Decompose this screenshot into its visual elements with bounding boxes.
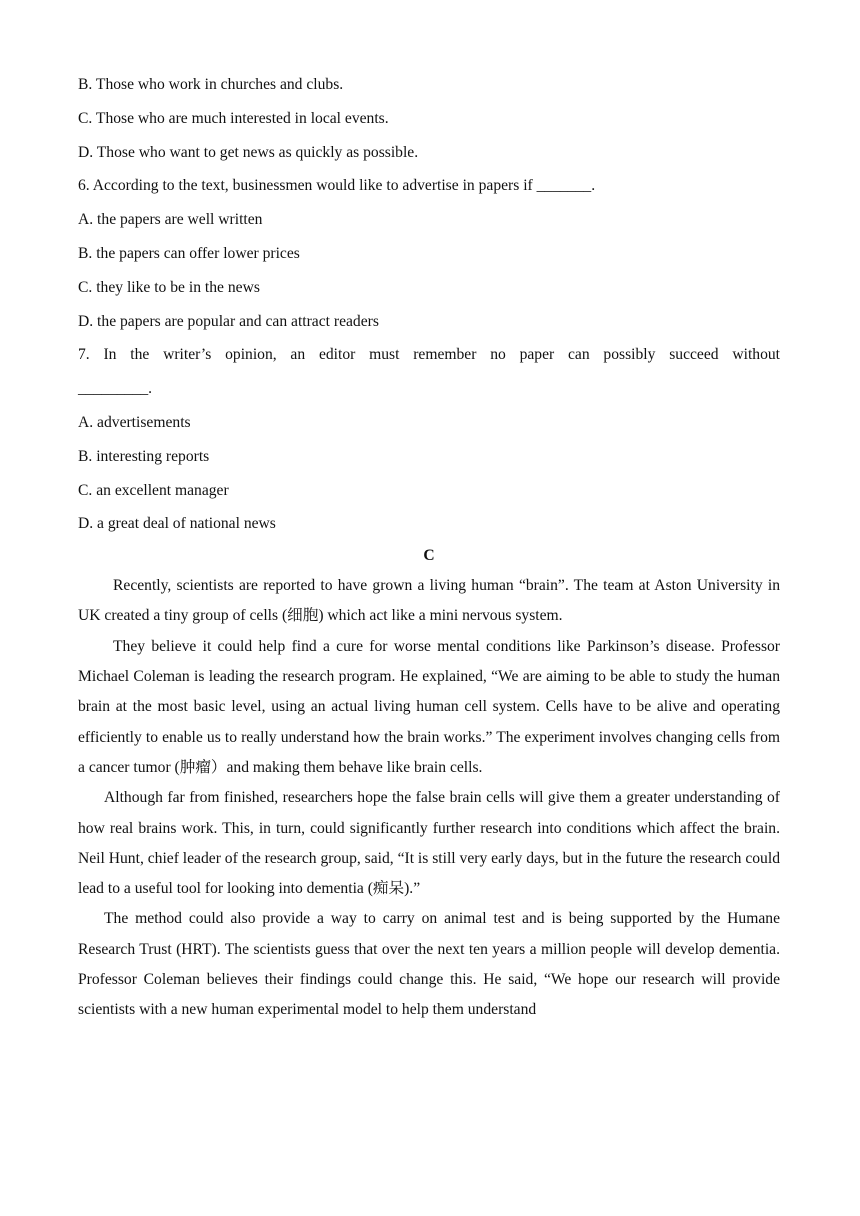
q7-option-c: C. an excellent manager	[78, 481, 229, 499]
q7-option-b: B. interesting reports	[78, 447, 210, 465]
document-page	[78, 70, 780, 1026]
q5-option-c: C. Those who are much interested in local events.	[78, 109, 389, 127]
q6-option-a: A. the papers are well written	[78, 211, 263, 229]
passage-paragraph-2: They believe it could help find a cure for worse mental conditions like Parkinson’s disease. Professor Michael Coleman is leading the research program. He explained, “We are aiming to be able to study the human brain at the most basic level, using an actual living human cell system. Cells have to be alive and operating efficiently to enable us to really understand how the brain works.” The experiment involves changing cells from a cancer tumor (肿瘤）and making them behave like brain cells.	[78, 637, 780, 776]
q5-option-b: B. Those who work in churches and clubs.	[78, 76, 344, 93]
passage-paragraph-4: The method could also provide a way to carry on animal test and is being supported by the Humane Research Trust (HRT). The scientists guess that over the next ten years a million people will develop dementia. Professor Coleman believes their findings could change this. He said, “We hope our research will provide scientists with a new human experimental model to help them understand	[78, 910, 780, 1019]
q5-option-d: D. Those who want to get news as quickly as possible.	[78, 143, 419, 161]
q7-option-d: D. a great deal of national news	[78, 515, 276, 533]
passage-paragraph-3: Although far from finished, researchers hope the false brain cells will give them a greater understanding of how real brains work. This, in turn, could significantly further research into conditions which affect the brain. Neil Hunt, chief leader of the research group, said, “It is still very early days, but in the future the research could lead to a useful tool for looking into dementia (痴呆).”	[78, 789, 780, 898]
q6-option-c: C. they like to be in the news	[78, 278, 260, 296]
q7-stem-line2: _________.	[78, 380, 153, 398]
q6-option-d: D. the papers are popular and can attract readers	[78, 312, 379, 330]
q7-stem-line1: 7. In the writer’s opinion, an editor must remember no paper can possibly succeed without	[78, 346, 780, 364]
q7-option-a: A. advertisements	[78, 413, 191, 431]
passage-paragraph-1: Recently, scientists are reported to have grown a living human “brain”. The team at Aston University in UK created a tiny group of cells (细胞) which act like a mini nervous system.	[78, 577, 780, 625]
q6-stem: 6. According to the text, businessmen would like to advertise in papers if _______.	[78, 177, 596, 195]
q6-option-b: B. the papers can offer lower prices	[78, 244, 300, 262]
passage-heading: C	[423, 547, 435, 565]
